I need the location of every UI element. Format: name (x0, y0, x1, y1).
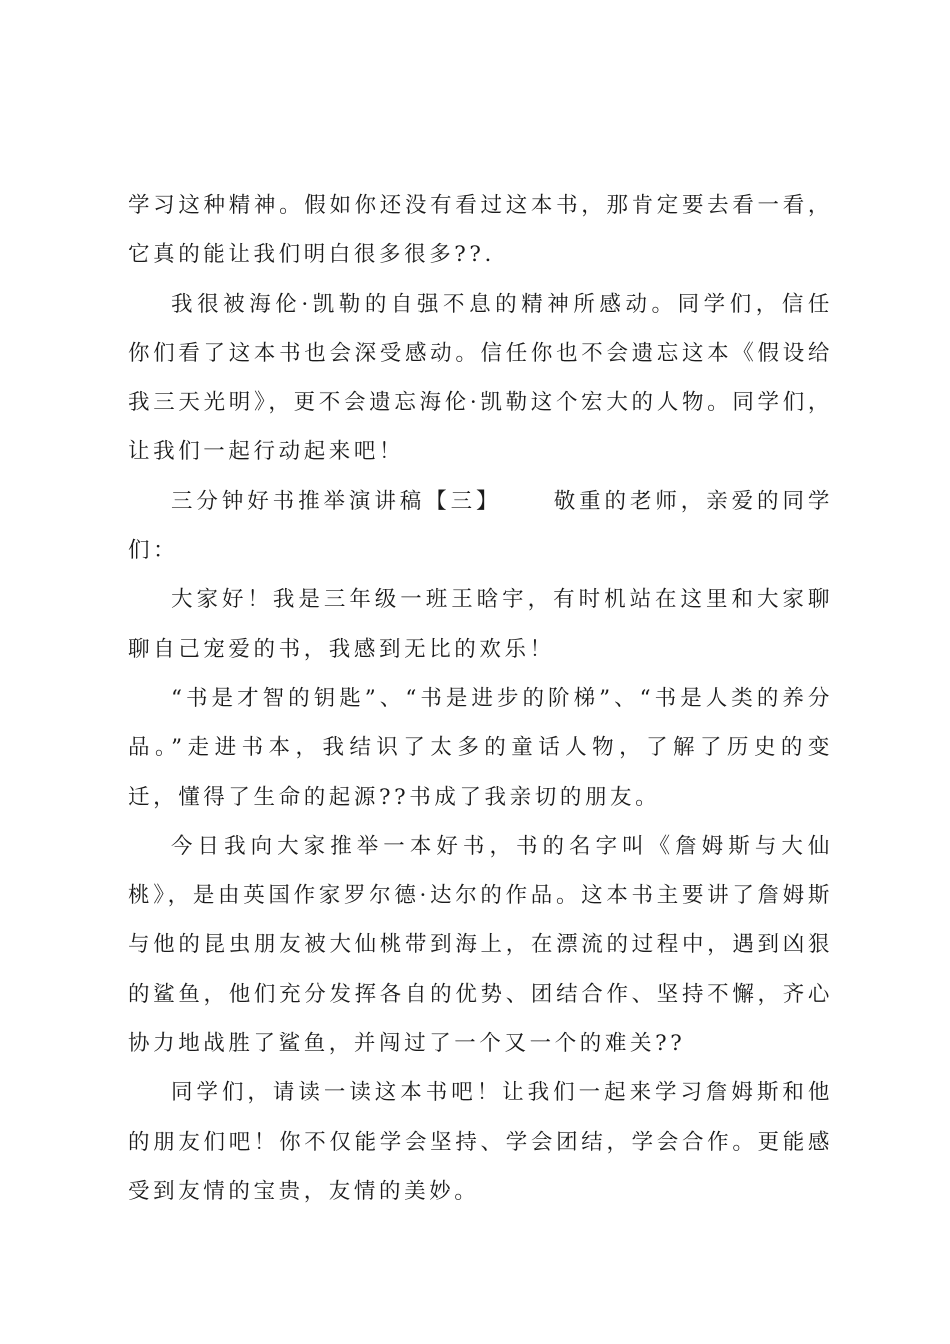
paragraph-helen-keller: 我很被海伦·凯勒的自强不息的精神所感动。同学们，信任你们看了这本书也会深受感动。信任你也不会遗忘这本《假设给我三天光明》，更不会遗忘海伦·凯勒这个宏大的人物。同学们，让我们一起行动起来吧！ (128, 291, 833, 465)
paragraph-greeting: 大家好！我是三年级一班王晗宇，有时机站在这里和大家聊聊自己宠爱的书，我感到无比的欢乐！ (128, 587, 833, 662)
salutation: 敬重的老师，亲爱的同学们： (128, 488, 833, 564)
paragraph-book-recommendation: 今日我向大家推举一本好书，书的名字叫《詹姆斯与大仙桃》，是由英国作家罗尔德·达尔的作品。这本书主要讲了詹姆斯与他的昆虫朋友被大仙桃带到海上，在漂流的过程中，遇到凶狠的鲨鱼，他们充分发挥各自的优势、团结合作、坚持不懈，齐心协力地战胜了鲨鱼，并闯过了一个又一个的难关?? (128, 833, 833, 1057)
paragraph-book-quotes: “书是才智的钥匙”、“书是进步的阶梯”、“书是人类的养分品。”走进书本，我结识了太多的童话人物，了解了历史的变迁，懂得了生命的起源??书成了我亲切的朋友。 (128, 685, 833, 810)
document-body (128, 181, 833, 1216)
paragraph-continuation: 学习这种精神。假如你还没有看过这本书，那肯定要去看一看，它真的能让我们明白很多很多??. (128, 193, 833, 268)
paragraph-closing: 同学们，请读一读这本书吧！让我们一起来学习詹姆斯和他的朋友们吧！你不仅能学会坚持、学会团结，学会合作。更能感受到友情的宝贵，友情的美妙。 (128, 1080, 833, 1204)
speech-title: 三分钟好书推举演讲稿【三】 (171, 488, 502, 514)
speech-heading-line (128, 477, 833, 576)
